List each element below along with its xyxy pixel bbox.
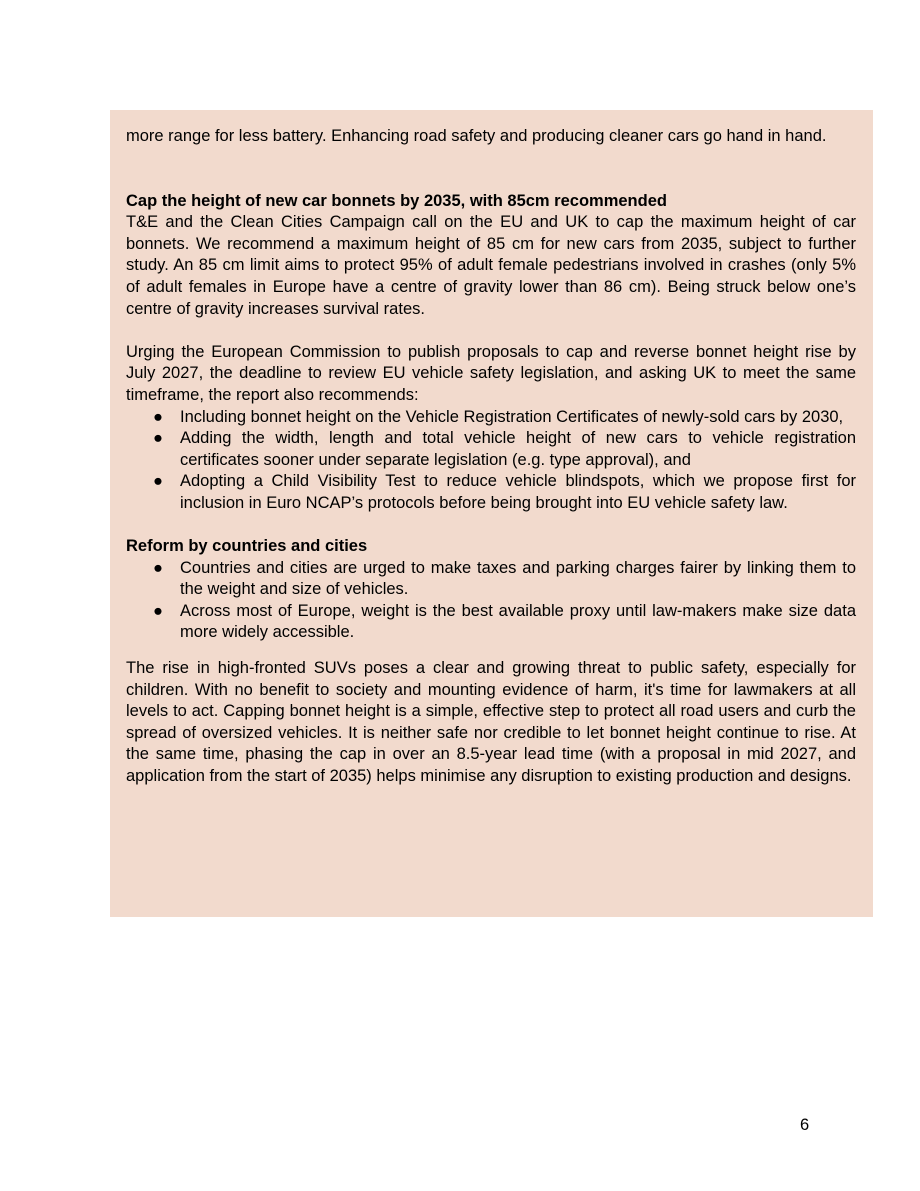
- list-item: [126, 428, 856, 471]
- list-item-text: Across most of Europe, weight is the best available proxy until law-makers make size data more widely accessible.: [180, 601, 856, 642]
- spacer: [126, 148, 856, 191]
- recommendations-paragraph: Urging the European Commission to publish proposals to cap and reverse bonnet height rise by July 2027, the deadline to review EU vehicle safety legislation, and asking UK to meet the same timeframe, the report also recommends:: [126, 342, 856, 404]
- spacer: [126, 515, 856, 537]
- list-item: [126, 601, 856, 644]
- list-item: [126, 471, 856, 514]
- summary-box: [110, 110, 873, 917]
- section-heading-reform: Reform by countries and cities: [126, 537, 368, 556]
- list-item-text: Countries and cities are urged to make taxes and parking charges fairer by linking them to the weight and size of vehicles.: [180, 558, 856, 599]
- conclusion-paragraph: The rise in high-fronted SUVs poses a clear and growing threat to public safety, especially for children. With no benefit to society and mounting evidence of harm, it's time for lawmakers at all levels to act. Capping bonnet height is a simple, effective step to protect all road users and curb the spread of oversized vehicles. It is neither safe nor credible to let bonnet height continue to rise. At the same time, phasing the cap in over an 8.5-year lead time (with a proposal in mid 2027, and application from the start of 2035) helps minimise any disruption to existing production and designs.: [126, 659, 856, 786]
- list-item-text: Adopting a Child Visibility Test to reduce vehicle blindspots, which we propose first for inclusion in Euro NCAP’s protocols before being brought into EU vehicle safety law.: [180, 472, 856, 512]
- bullet-icon: ●: [153, 429, 163, 448]
- bullet-icon: ●: [153, 601, 163, 620]
- recommendations-list: [126, 407, 856, 515]
- spacer: [126, 320, 856, 342]
- list-item: [126, 558, 856, 601]
- bullet-icon: ●: [153, 558, 163, 577]
- spacer: [126, 644, 856, 658]
- list-item: [126, 407, 856, 429]
- list-item-text: Adding the width, length and total vehicle height of new cars to vehicle registration certificates sooner under separate legislation (e.g. type approval), and: [180, 429, 856, 469]
- section-heading-bonnet-cap: Cap the height of new car bonnets by 2035, with 85cm recommended: [126, 191, 667, 210]
- intro-paragraph: more range for less battery. Enhancing road safety and producing cleaner cars go hand in hand.: [126, 127, 827, 145]
- bullet-icon: ●: [153, 472, 163, 491]
- page-number: 6: [800, 1116, 810, 1134]
- reform-list: [126, 558, 856, 644]
- bonnet-cap-paragraph: T&E and the Clean Cities Campaign call on the EU and UK to cap the maximum height of car bonnets. We recommend a maximum height of 85 cm for new cars from 2035, subject to further study. An 85 cm limit aims to protect 95% of adult female pedestrians involved in crashes (only 5% of adult females in Europe have a centre of gravity lower than 86 cm). Being struck below one’s centre of gravity increases survival rates.: [126, 213, 856, 318]
- bullet-icon: ●: [153, 407, 163, 426]
- list-item-text: Including bonnet height on the Vehicle Registration Certificates of newly-sold cars by 2030,: [180, 407, 844, 426]
